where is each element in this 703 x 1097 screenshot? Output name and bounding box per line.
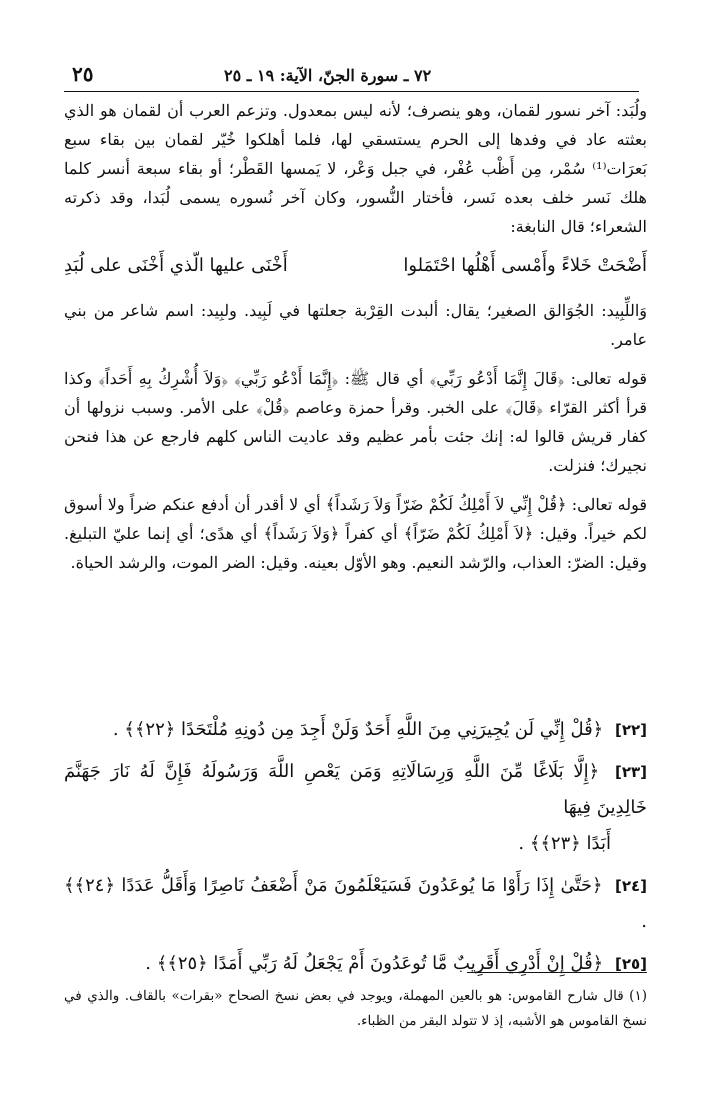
page-number: ٢٥ <box>72 62 94 86</box>
paragraph: قوله تعالى: ﴿قُلْ إِنِّي لاَ أَمْلِكُ لَكُمْ ضَرّاً وَلاَ رَشَداً﴾ أي لا أقدر أن أدفع عنكم ضراً ولا أسوق لكم خيراً. وقيل: ﴿لاَ أَمْلِكُ لَكُمْ ضَرّاً﴾ أي كفراً ﴿وَلاَ رَشَداً﴾ أي هدًى؛ أي إنما عليّ التبليغ. وقيل: الضرّ: العذاب، والرّشد النعيم. وهو الأوّل بعينه. وقيل: الضر الموت، والرشد الحياة. <box>64 495 647 572</box>
verse-line <box>64 868 647 940</box>
paragraph: وَاللِّبِيد: الجُوَالق الصغير؛ يقال: ألبدت القِرْبة جعلتها في لَبِيد. ولبِيد: اسم شاعر من بني عامر. <box>64 301 647 349</box>
verse-number: [٢٣] <box>614 763 647 781</box>
verse-number: [٢٥] <box>614 955 647 973</box>
verse-line <box>64 754 647 862</box>
verse-text-continuation: أَبَدًا ﴿٢٣﴾﴾ . <box>518 833 611 854</box>
verse-text: ﴿قُلْ إِنِّي لَن يُجِيرَنِي مِنَ اللَّهِ أَحَدٌ وَلَنْ أَجِدَ مِن دُونِهِ مُلْتَحَدًا ﴿٢٢﴾﴾ . <box>112 719 604 740</box>
paragraph: ولُبَد: آخر نسور لقمان، وهو ينصرف؛ لأنه ليس بمعدول. وتزعم العرب أن لقمان هو الذي بعثته عاد في وفدها إلى الحرم يستسقي لها، فلما أهلكوا خُيّر لقمان بين بقاء سبع بَعرَات⁽¹⁾ سُمْر، مِن أَظْب عُفْر، في جبل وَعْر، لا يَمسها القَطْر؛ أو بقاء سبعة أنسر كلما هلك نَسر خلف بعده نَسر، فأختار النُّسور، وكان آخر نُسوره يسمى لُبَدا، وقد ذكرته الشعراء؛ قال النابغة: <box>64 101 647 236</box>
paragraph: قوله تعالى: ﴿قَالَ إِنَّمَا أَدْعُو رَبِّي﴾ أي قال ﷺ: ﴿إِنَّمَا أَدْعُو رَبِّي﴾ ﴿وَلاَ أُشْرِكُ بِهِ أَحَداً﴾ وكذا قرأ أكثر القرّاء ﴿قَالَ﴾ على الخبر. وقرأ حمزة وعاصم ﴿قُلْ﴾ على الأمر. وسبب نزولها أن كفار قريش قالوا له: إنك جئت بأمر عظيم وقد عاديت الناس كلهم فارجع عن هذا فنحن نجيرك؛ فنزلت. <box>64 369 648 475</box>
verse-line <box>64 712 647 748</box>
verse-first-hemistich: أَضْحَتْ خَلاءً وأَمْسى أَهْلُها احْتَمَلوا <box>403 255 647 276</box>
verse-text: ﴿حَتَّىٰ إِذَا رَأَوْا مَا يُوعَدُونَ فَسَيَعْلَمُونَ مَنْ أَضْعَفُ نَاصِرًا وَأَقَلُّ عَدَدًا ﴿٢٤﴾﴾ . <box>64 875 647 932</box>
verse-number: [٢٤] <box>614 877 647 895</box>
verse-line <box>64 946 647 982</box>
running-title: ٧٢ ـ سورة الجنّ، الآية: ١٩ ـ ٢٥ <box>224 66 432 85</box>
quran-verses <box>64 712 647 988</box>
page-header <box>64 60 639 92</box>
verse-number: [٢٢] <box>614 721 647 739</box>
verse-second-hemistich: أَخْنَى عليها الّذي أَخْنَى على لُبَدِ <box>64 255 288 276</box>
verse-text: ﴿إِلَّا بَلَاغًا مِّنَ اللَّهِ وَرِسَالَاتِهِ وَمَن يَعْصِ اللَّهَ وَرَسُولَهُ فَإِنَّ لَهُ نَارَ جَهَنَّمَ خَالِدِينَ فِيهَا <box>64 761 647 818</box>
poetry-verse <box>64 251 647 280</box>
commentary-body <box>64 96 647 587</box>
footnote: (١) قال شارح القاموس: هو بالعين المهملة، ويوجد في بعض نسخ الصحاح «بقرات» بالقاف. والذي في نسخ القاموس هو الأشبه، إذ لا تتولد البقر من الظباء. <box>64 988 647 1029</box>
verse-text: ﴿قُلْ إِنْ أَدْرِي أَقَرِيبٌ مَّا تُوعَدُونَ أَمْ يَجْعَلُ لَهُ رَبِّي أَمَدًا ﴿٢٥﴾﴾ . <box>145 953 604 974</box>
footnote-separator <box>467 972 647 973</box>
header-rule <box>64 91 639 92</box>
